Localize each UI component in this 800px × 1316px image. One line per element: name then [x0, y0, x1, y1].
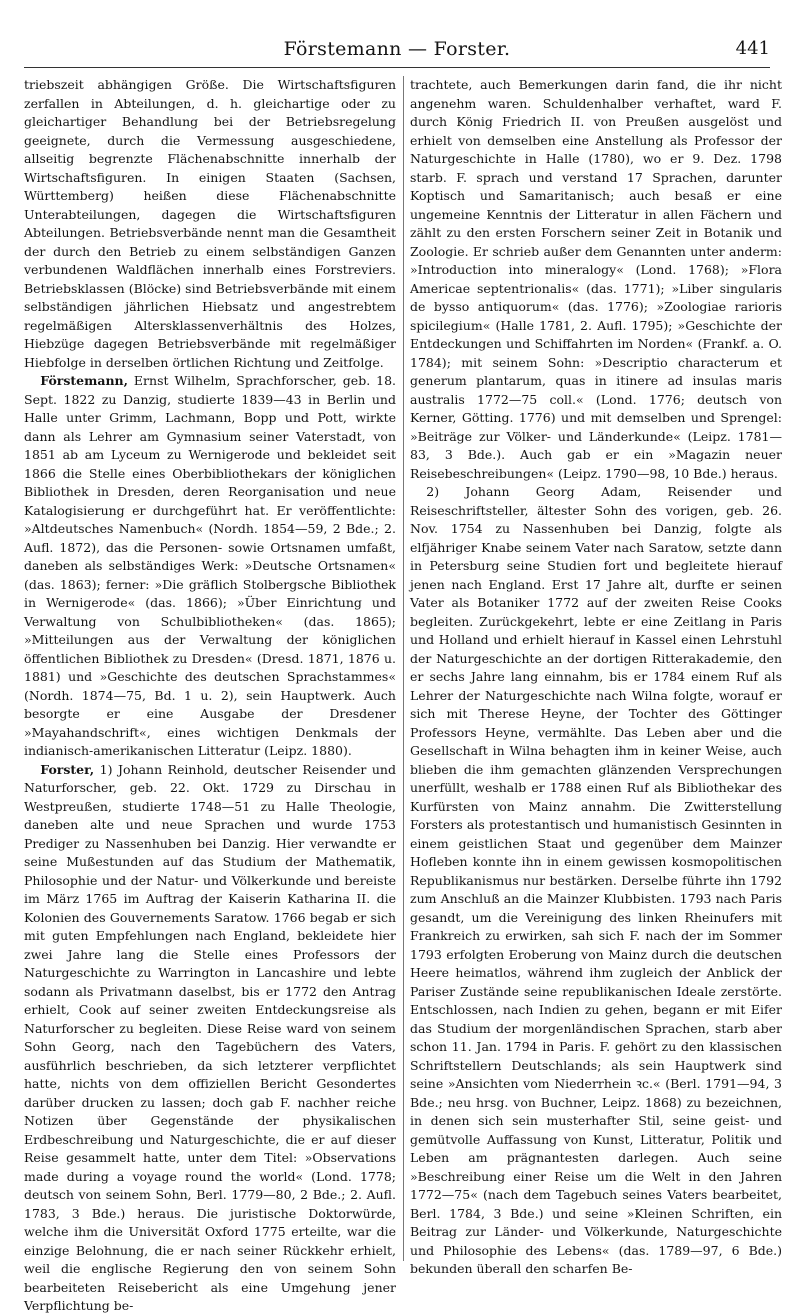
- forster-reinhold-text: 1) Johann Reinhold, deutscher Reisender und Naturforscher, geb. 22. Okt. 1729 zu Dirschau in Westpreußen, studierte 1748—51 zu Halle Theologie, daneben alte und neue Sprachen und wurde 1753 Prediger zu Nassenhuben bei Danzig. Hier verwandte er seine Mußestunden auf das Studium der Mathematik, Philosophie und der Natur- und Völkerkunde und bereiste im März 1765 im Auftrag der Kaiserin Katharina II. die Kolonien des Gouvernements Saratow. 1766 begab er sich mit guten Empfehlungen nach England, bekleidete hier zwei Jahre lang die Stelle eines Professors der Naturgeschichte zu Warrington in Lancashire und lebte sodann als Privatmann daselbst, bis er 1772 den Antrag erhielt, Cook auf seiner zweiten Entdeckungsreise als Naturforscher zu begleiten. Diese Reise ward von seinem Sohn Georg, nach den Tagebüchern des Vaters, ausführlich beschrieben, da sich letzterer verpflichtet hatte, nichts von dem offiziellen Bericht Gesondertes darüber drucken zu lassen; doch gab F. nachher reiche Notizen über Gegenstände der physikalischen Erdbeschreibung und Naturgeschichte, die er auf dieser Reise gesammelt hatte, unter dem Titel: »Observations made during a voyage round the world« (Lond. 1778; deutsch von seinem Sohn, Berl. 1779—80, 2 Bde.; 2. Aufl. 1783, 3 Bde.) heraus. Die juristische Doktorwürde, welche ihm die Universität Oxford 1775 erteilte, war die einzige Belohnung, die er nach seiner Rückkehr erhielt, weil die englische Regierung den von seinem Sohn bearbeiteten Reisebericht als eine Umgehung jener Verpflichtung be-: [24, 761, 396, 1313]
- page-number: 441: [735, 38, 770, 59]
- foerstemann-entry: [24, 372, 396, 761]
- forestry-continuation-paragraph: triebszeit abhängigen Größe. Die Wirtschaftsfiguren zerfallen in Abteilungen, d. h. gleichartige oder zu gleichartiger Behandlung bei der Betriebsregelung geeignete, durch die Vermessung ausgeschiedene, allseitig begrenzte Flächenabschnitte innerhalb der Wirtschaftsfiguren. In einigen Staaten (Sachsen, Württemberg) heißen diese Flächenabschnitte Unterabteilungen, dagegen die Wirtschaftsfiguren Abteilungen. Betriebsverbände nennt man die Gesamtheit der durch den Betrieb zu einem selbständigen Ganzen verbundenen Waldflächen innerhalb eines Forstreviers. Betriebsklassen (Blöcke) sind Betriebsverbände mit einem selbständigen jährlichen Hiebsatz und angestrebtem regelmäßigen Altersklassenverhältnis des Holzes, Hiebzüge dagegen Betriebsverbände mit regelmäßiger Hiebfolge in derselben örtlichen Richtung und Zeitfolge.: [24, 77, 396, 370]
- forster-headword: Forster,: [40, 761, 95, 777]
- running-head: [24, 38, 770, 64]
- running-title: Förstemann — Forster.: [283, 38, 511, 60]
- foerstemann-entry-text: Ernst Wilhelm, Sprachforscher, geb. 18. Sept. 1822 zu Danzig, studierte 1839—43 in Berlin und Halle unter Grimm, Lachmann, Bopp und Pott, wirkte dann als Lehrer am Gymnasium seiner Vaterstadt, von 1851 ab am Lyceum zu Wernigerode und bekleidet seit 1866 die Stelle eines Oberbibliothekars der königlichen Bibliothek in Dresden, deren Reorganisation und neue Katalogisierung er durchgeführt hat. Er veröffentlichte: »Altdeutsches Namenbuch« (Nordh. 1854—59, 2 Bde.; 2. Aufl. 1872), das die Personen- sowie Ortsnamen umfaßt, daneben als selbständiges Werk: »Deutsche Ortsnamen« (das. 1863); ferner: »Die gräflich Stolbergsche Bibliothek in Wernigerode« (das. 1866); »Über Einrichtung und Verwaltung von Schulbibliotheken« (das. 1865); »Mitteilungen aus der Verwaltung der königlichen öffentlichen Bibliothek zu Dresden« (Dresd. 1871, 1876 u. 1881) und »Geschichte des deutschen Sprachstammes« (Nordh. 1874—75, Bd. 1 u. 2), sein Hauptwerk. Auch besorgte er eine Ausgabe der Dresdener »Mayahandschrift«, eines wichtigen Denkmals der indianisch-amerikanischen Litteratur (Leipz. 1880).: [24, 373, 396, 758]
- forster-entry: [24, 761, 396, 1316]
- right-column: [410, 76, 782, 1276]
- column-divider: [403, 76, 404, 1261]
- header-rule: [24, 67, 770, 68]
- forster-reinhold-continuation: trachtete, auch Bemerkungen darin fand, die ihr nicht angenehm waren. Schuldenhalber verhaftet, ward F. durch König Friedrich II. von Preußen ausgelöst und erhielt von demselben eine Anstellung als Professor der Naturgeschichte in Halle (1780), wo er 9. Dez. 1798 starb. F. sprach und verstand 17 Sprachen, darunter Koptisch und Samaritanisch; auch besaß er eine ungemeine Kenntnis der Litteratur in allen Fächern und zählt zu den ersten Forschern seiner Zeit in Botanik und Zoologie. Er schrieb außer dem Genannten unter anderm: »Introduction into mineralogy« (Lond. 1768); »Flora Americae septentrionalis« (das. 1771); »Liber singularis de bysso antiquorum« (das. 1776); »Zoologiae rarioris spicilegium« (Halle 1781, 2. Aufl. 1795); »Geschichte der Entdeckungen und Schiffahrten im Norden« (Frankf. a. O. 1784); mit seinem Sohn: »Descriptio characterum et generum plantarum, quas in itinere ad insulas maris australis 1772—75 coll.« (Lond. 1776; deutsch von Kerner, Götting. 1776) und mit demselben und Sprengel: »Beiträge zur Völker- und Länderkunde« (Leipz. 1781—83, 3 Bde.). Auch gab er ein »Magazin neuer Reisebeschreibungen« (Leipz. 1790—98, 10 Bde.) heraus.: [410, 77, 782, 481]
- foerstemann-headword: Förstemann,: [40, 373, 128, 388]
- left-column: [24, 76, 396, 1313]
- forster-georg-entry: 2) Johann Georg Adam, Reisender und Reiseschriftsteller, ältester Sohn des vorigen, geb. 26. Nov. 1754 zu Nassenhuben bei Danzig, folgte als elfjähriger Knabe seinem Vater nach Saratow, setzte dann in Petersburg seine Studien fort und begleitete hierauf jenen nach England. Erst 17 Jahre alt, durfte er seinen Vater als Botaniker 1772 auf der zweiten Reise Cooks begleiten. Zurückgekehrt, lebte er eine Zeitlang in Paris und Holland und erhielt hierauf in Kassel einen Lehrstuhl der Naturgeschichte an der dortigen Ritterakademie, den er sechs Jahre lang einnahm, bis er 1784 einem Ruf als Lehrer der Naturgeschichte nach Wilna folgte, worauf er sich mit Therese Heyne, der Tochter des Göttinger Professors Heyne, vermählte. Das Leben aber und die Gesellschaft in Wilna behagten ihm in keiner Weise, auch blieben die ihm gemachten glänzenden Versprechungen unerfüllt, weshalb er 1788 einen Ruf als Bibliothekar des Kurfürsten von Mainz annahm. Die Zwitterstellung Forsters als protestantisch und humanistisch Gesinnten in einem geistlichen Staat und gegenüber dem Mainzer Hofleben konnte ihn in einem gewissen kosmopolitischen Republikanismus nur bestärken. Derselbe führte ihn 1792 zum Anschluß an die Mainzer Klubbisten. 1793 nach Paris gesandt, um die Vereinigung des linken Rheinufers mit Frankreich zu erwirken, sah sich F. nach der im Sommer 1793 erfolgten Eroberung von Mainz durch die deutschen Heere heimatlos, während ihm zugleich der Anblick der Pariser Zustände seine republikanischen Ideale zerstörte. Entschlossen, nach Indien zu gehen, begann er mit Eifer das Studium der morgenländischen Sprachen, starb aber schon 11. Jan. 1794 in Paris. F. gehört zu den klassischen Schriftstellern Deutschlands; als sein Hauptwerk sind seine »Ansichten vom Niederrhein ꝛc.« (Berl. 1791—94, 3 Bde.; neu hrsg. von Buchner, Leipz. 1868) zu bezeichnen, in denen sich sein musterhafter Stil, seine geist- und gemütvolle Auffassung von Kunst, Litteratur, Politik und Leben am prägnantesten darlegen. Auch seine »Beschreibung einer Reise um die Welt in den Jahren 1772—75« (nach dem Tagebuch seines Vaters bearbeitet, Berl. 1784, 3 Bde.) und seine »Kleinen Schriften, ein Beitrag zur Länder- und Völkerkunde, Naturgeschichte und Philosophie des Lebens« (das. 1789—97, 6 Bde.) bekunden überall den scharfen Be-: [410, 484, 782, 1276]
